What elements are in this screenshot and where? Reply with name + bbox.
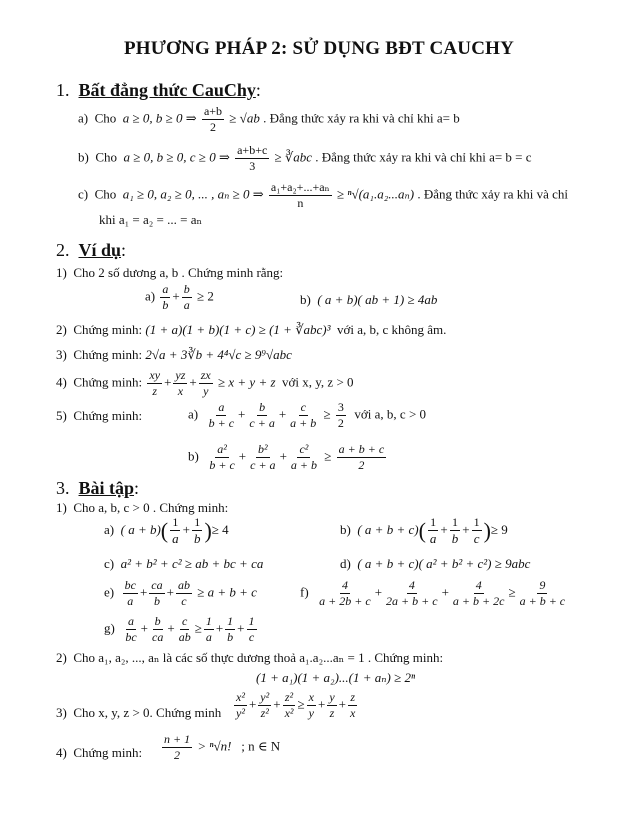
denominator: n bbox=[297, 196, 304, 210]
problem-number: 1) bbox=[56, 500, 67, 515]
fraction: $\frac{ab}{c}$ bbox=[177, 578, 190, 608]
problem-text: Chứng minh: bbox=[73, 322, 143, 337]
exercise-1g: g) $\frac{a}{bc}$ + $\frac{b}{ca}$ + $\frac{c}{ab}$ ≥ $\frac{1}{a}$ + $\frac{1}{b}$ + $\frac{1}{c}$ bbox=[104, 614, 255, 644]
condition: a ≥ 0, b ≥ 0 ⇒ bbox=[122, 110, 197, 126]
denominator: b + c bbox=[209, 458, 235, 472]
denominator: b + c bbox=[208, 416, 235, 430]
numerator: 4 bbox=[475, 578, 482, 592]
rhs: ≥ x + y + z bbox=[218, 374, 276, 390]
exercise-1b: b) ( a + b + c)( $\frac{1}{a}$ + $\frac{1}{b}$ + $\frac{1}{c}$ )≥ 9 bbox=[340, 515, 508, 546]
condition: a ≥ 0, b ≥ 0, c ≥ 0 ⇒ bbox=[123, 149, 230, 165]
section-number: 2. bbox=[56, 240, 70, 260]
section-number: 3. bbox=[56, 478, 70, 498]
numerator: 9 bbox=[539, 578, 546, 592]
fraction bbox=[384, 578, 440, 609]
numerator: a + b + c bbox=[338, 442, 385, 456]
paren-close: ) bbox=[483, 518, 491, 544]
item-label: a) bbox=[188, 406, 199, 422]
fraction bbox=[269, 180, 332, 211]
item-label: f) bbox=[300, 584, 309, 600]
problem-text: Chứng minh: bbox=[73, 347, 143, 362]
equality-text: . Đẳng thức xảy ra khi và chỉ khi a= b bbox=[263, 110, 460, 126]
plus: + bbox=[164, 374, 172, 390]
exercise-1 bbox=[56, 500, 228, 516]
rhs: ≥ √ab bbox=[229, 110, 260, 126]
rhs: > ⁿ√n! bbox=[197, 738, 232, 754]
problem-number: 2) bbox=[56, 322, 67, 337]
denominator: c + a bbox=[249, 416, 275, 430]
fraction bbox=[289, 442, 319, 473]
fraction: $\frac{1}{c}$ bbox=[473, 515, 480, 546]
fraction bbox=[451, 578, 507, 609]
section-title: Ví dụ bbox=[78, 240, 122, 260]
item-label: b) bbox=[340, 522, 351, 538]
problem-number: 3) bbox=[56, 347, 67, 362]
example-4 bbox=[56, 368, 354, 399]
item-label: a) bbox=[78, 110, 89, 126]
fraction: $\frac{1}{a}$ bbox=[429, 515, 437, 546]
fraction bbox=[160, 282, 170, 313]
fraction bbox=[247, 400, 276, 431]
item-cho: Cho bbox=[94, 110, 117, 126]
numerator: a+b bbox=[203, 104, 223, 118]
theorem-b bbox=[78, 143, 532, 174]
rhs: ≥ a + b + c bbox=[197, 584, 257, 600]
numerator: 3 bbox=[337, 400, 344, 414]
section-title: Bài tập bbox=[78, 478, 135, 498]
section-1-heading bbox=[56, 80, 261, 101]
fraction bbox=[199, 368, 213, 399]
fraction bbox=[207, 442, 236, 473]
fraction: $\frac{x}{y}$ bbox=[308, 690, 314, 720]
numerator: c² bbox=[299, 442, 309, 456]
fraction: $\frac{c}{ab}$ bbox=[178, 614, 191, 644]
denominator: a + b + 2c bbox=[452, 594, 505, 608]
numerator: a₁+a₂+...+aₙ bbox=[270, 180, 330, 194]
fraction: $\frac{a}{bc}$ bbox=[125, 614, 137, 644]
expression: (1 + a₁)(1 + a₂)...(1 + aₙ) ≥ 2ⁿ bbox=[256, 670, 416, 685]
condition: với a, b, c không âm. bbox=[337, 322, 447, 337]
item-label: c) bbox=[78, 186, 89, 202]
equality-text: . Đẳng thức xảy ra khi và chỉ khi a= b = c bbox=[315, 149, 532, 165]
paren-open: ( bbox=[160, 518, 169, 544]
item-label: a) bbox=[145, 288, 156, 304]
example-5b: b) $\frac{\text{a²}}{b + c}$ + $\frac{\text{b²}}{c + a}$ + $\frac{\text{c²}}{a + b}$ ≥ $\frac{a + b + c}{2}$ bbox=[188, 442, 385, 472]
problem-text: Cho a, b, c > 0 . Chứng minh: bbox=[73, 500, 229, 515]
numerator: zx bbox=[200, 368, 211, 382]
fraction: $\frac{1}{a}$ bbox=[205, 614, 212, 644]
page-title: PHƯƠNG PHÁP 2: SỬ DỤNG BĐT CAUCHY bbox=[123, 38, 515, 59]
condition: a₁ ≥ 0, a₂ ≥ 0, ... , aₙ ≥ 0 ⇒ bbox=[122, 186, 264, 202]
numerator: a bbox=[162, 282, 169, 296]
fraction bbox=[202, 104, 224, 135]
fraction bbox=[248, 442, 277, 473]
numerator: 4 bbox=[408, 578, 415, 592]
denominator: 3 bbox=[249, 159, 256, 173]
problem-number: 5) bbox=[56, 408, 67, 423]
item-label: g) bbox=[104, 620, 115, 636]
denominator: b bbox=[162, 298, 169, 312]
condition: ; n ∈ N bbox=[241, 738, 281, 754]
expression: 2√a + 3∛b + 4⁴√c ≥ 9⁹√abc bbox=[145, 347, 292, 362]
example-1 bbox=[56, 265, 283, 281]
item-label: d) bbox=[340, 556, 351, 571]
problem-text: Chứng minh: bbox=[73, 374, 143, 390]
fraction bbox=[162, 732, 192, 763]
example-2 bbox=[56, 322, 446, 338]
denominator: 2a + b + c bbox=[386, 594, 438, 608]
numerator: xy bbox=[149, 368, 161, 382]
exercise-1f: f) $\frac{4}{a + 2b + c}$ + $\frac{4}{2a + b + c}$ + $\frac{4}{a + b + 2c}$ ≥ $\frac{9}{a + b + c}$ bbox=[300, 578, 566, 608]
fraction: $\frac{1}{b}$ bbox=[451, 515, 459, 546]
theorem-c-line2: khi a₁ = a₂ = ... = aₙ bbox=[99, 212, 203, 227]
fraction bbox=[173, 368, 187, 399]
section-number: 1. bbox=[56, 80, 70, 100]
paren-open: ( bbox=[418, 518, 426, 544]
equality-text: . Đẳng thức xảy ra khi và chỉ bbox=[417, 186, 569, 202]
expression: ( a + b + c)( a² + b² + c²) ≥ 9abc bbox=[357, 556, 531, 571]
fraction: $\frac{1}{b}$ bbox=[227, 614, 234, 644]
item-label: a) bbox=[104, 522, 115, 538]
exercise-2-expr bbox=[256, 670, 415, 686]
problem-number: 4) bbox=[56, 745, 67, 760]
fraction: $\frac{b}{ca}$ bbox=[152, 614, 164, 644]
rhs: ≥ ∛abc bbox=[274, 149, 312, 165]
exercise-1e: e) $\frac{bc}{a}$ + $\frac{ca}{b}$ + $\frac{ab}{c}$ ≥ a + b + c bbox=[104, 578, 257, 608]
example-3 bbox=[56, 347, 292, 363]
item-label: b) bbox=[300, 292, 311, 307]
factor: ( a + b + c) bbox=[357, 522, 419, 538]
denominator: x bbox=[177, 384, 184, 398]
denominator: c + a bbox=[250, 458, 276, 472]
problem-number: 3) bbox=[56, 705, 67, 720]
denominator: a + b + c bbox=[519, 594, 566, 608]
expression: a² + b² + c² ≥ ab + bc + ca bbox=[120, 556, 264, 571]
exercise-4 bbox=[56, 745, 142, 761]
expression: (1 + a)(1 + b)(1 + c) ≥ (1 + ∛abc)³ bbox=[145, 322, 331, 337]
numerator: b bbox=[259, 400, 266, 414]
section-title: Bất đẳng thức CauChy bbox=[78, 80, 256, 100]
numerator: n + 1 bbox=[164, 732, 191, 746]
example-1b bbox=[300, 292, 437, 308]
numerator: c bbox=[300, 400, 306, 414]
rhs: ≥ ⁿ√(a₁.a₂...aₙ) bbox=[336, 186, 415, 202]
item-label: b) bbox=[188, 448, 199, 464]
exercise-3-expr: $\frac{\text{x²}}{\text{y²}}$ + $\frac{\text{y²}}{\text{z²}}$ + $\frac{\text{z²}}{\text{x²}}$ ≥ $\frac{x}{y}$ + $\frac{y}{z}$ + $\frac{z}{x}$ bbox=[236, 690, 356, 720]
section-colon: : bbox=[134, 478, 140, 498]
section-colon: : bbox=[121, 240, 127, 260]
problem-text: Chứng minh: bbox=[73, 408, 143, 423]
plus: + bbox=[189, 374, 197, 390]
section-colon: : bbox=[255, 80, 261, 100]
item-label: c) bbox=[104, 556, 115, 571]
condition: với a, b, c > 0 bbox=[354, 406, 427, 422]
example-5 bbox=[56, 408, 142, 424]
numerator: 4 bbox=[341, 578, 348, 592]
section-2-heading bbox=[56, 240, 126, 261]
denominator: z bbox=[152, 384, 158, 398]
section-3-heading bbox=[56, 478, 139, 499]
rhs: ≥ 4 bbox=[211, 522, 229, 538]
denominator: y bbox=[203, 384, 209, 398]
fraction: $\frac{bc}{a}$ bbox=[124, 578, 136, 608]
paren-close: ) bbox=[204, 518, 212, 544]
denominator: 2 bbox=[174, 748, 181, 762]
denominator: 2 bbox=[358, 458, 365, 472]
fraction: $\frac{\text{z²}}{\text{x²}}$ bbox=[284, 690, 294, 720]
denominator: 2 bbox=[210, 120, 216, 134]
fraction bbox=[518, 578, 568, 609]
exercise-4-expr bbox=[160, 732, 280, 763]
denominator: a + b bbox=[290, 458, 318, 472]
condition: với x, y, z > 0 bbox=[282, 374, 354, 390]
fraction bbox=[235, 143, 269, 174]
numerator: a bbox=[218, 400, 225, 414]
fraction: $\frac{ca}{b}$ bbox=[151, 578, 163, 608]
theorem-c bbox=[78, 180, 568, 211]
problem-number: 1) bbox=[56, 265, 67, 280]
fraction: $\frac{1}{c}$ bbox=[248, 614, 255, 644]
expression: ( a + b)( ab + 1) ≥ 4ab bbox=[317, 292, 438, 307]
fraction bbox=[288, 400, 318, 431]
exercise-1c bbox=[104, 556, 263, 572]
problem-number: 4) bbox=[56, 374, 67, 390]
numerator: b² bbox=[258, 442, 268, 456]
problem-number: 2) bbox=[56, 650, 67, 665]
denominator: 2 bbox=[337, 416, 344, 430]
exercise-3 bbox=[56, 705, 221, 721]
exercise-1a: a) ( a + b)( $\frac{1}{a}$ + $\frac{1}{b}$ )≥ 4 bbox=[104, 515, 229, 546]
exercise-1d bbox=[340, 556, 530, 572]
example-1a bbox=[145, 282, 214, 313]
fraction bbox=[317, 578, 373, 609]
denominator: a + 2b + c bbox=[319, 594, 371, 608]
numerator: a+b+c bbox=[237, 143, 268, 157]
problem-text: Cho 2 số dương a, b . Chứng minh rằng: bbox=[73, 265, 284, 280]
rhs: ≥ 9 bbox=[490, 522, 508, 538]
factor: ( a + b) bbox=[120, 522, 161, 538]
denominator: a + b bbox=[290, 416, 317, 430]
fraction bbox=[147, 368, 162, 399]
fraction: $\frac{\text{y²}}{\text{z²}}$ bbox=[260, 690, 270, 720]
item-label: b) bbox=[78, 149, 89, 165]
numerator: yz bbox=[175, 368, 186, 382]
numerator: a² bbox=[217, 442, 227, 456]
item-cho: Cho bbox=[95, 149, 118, 165]
fraction bbox=[182, 282, 192, 313]
fraction bbox=[337, 442, 387, 473]
rhs: ≥ 2 bbox=[196, 288, 214, 304]
plus: + bbox=[172, 288, 180, 304]
fraction: $\frac{y}{z}$ bbox=[329, 690, 335, 720]
fraction bbox=[336, 400, 346, 431]
fraction: $\frac{1}{b}$ bbox=[193, 515, 201, 546]
problem-text: Cho x, y, z > 0. Chứng minh bbox=[73, 705, 222, 720]
item-label: e) bbox=[104, 584, 115, 600]
problem-text: Chứng minh: bbox=[73, 745, 143, 760]
item-cho: Cho bbox=[94, 186, 117, 202]
fraction: $\frac{1}{a}$ bbox=[172, 515, 179, 546]
exercise-2 bbox=[56, 650, 443, 666]
fraction: $\frac{z}{x}$ bbox=[349, 690, 356, 720]
theorem-a bbox=[78, 104, 460, 135]
problem-text: Cho a₁, a₂, ..., aₙ là các số thực dương thoả a₁.a₂...aₙ = 1 . Chứng minh: bbox=[73, 650, 444, 665]
numerator: b bbox=[183, 282, 190, 296]
fraction: $\frac{\text{x²}}{\text{y²}}$ bbox=[236, 690, 245, 720]
example-5a: a) $\frac{a}{b + c}$ + $\frac{b}{c + a}$ + $\frac{c}{a + b}$ ≥ $\frac{3}{2}$ với a, b, c > 0 bbox=[188, 400, 427, 430]
fraction bbox=[207, 400, 236, 431]
denominator: a bbox=[183, 298, 190, 312]
